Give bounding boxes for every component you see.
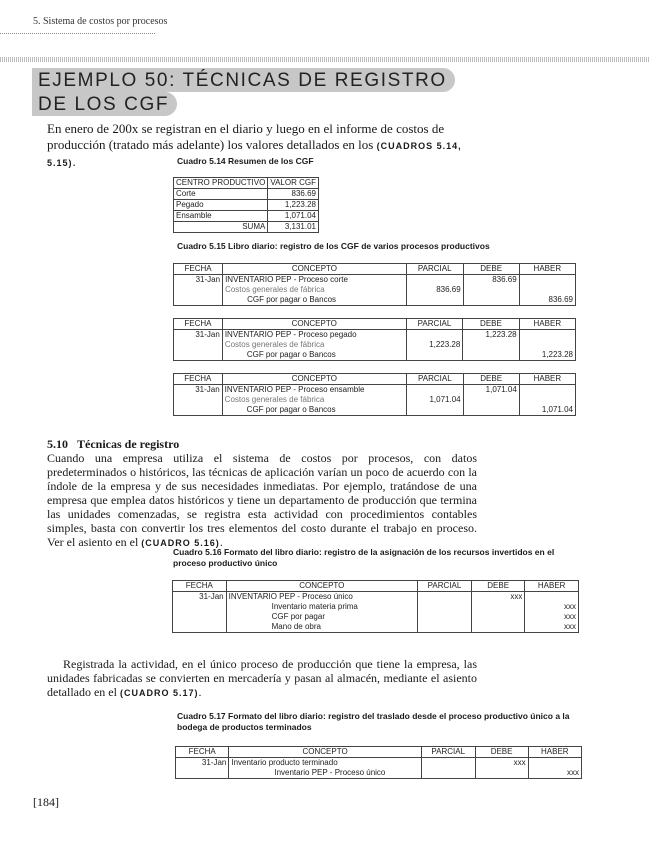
cell-sub-account: Costos generales de fábrica [223, 285, 407, 295]
table-row [174, 395, 576, 405]
cell-empty [463, 295, 519, 306]
table-5-14 [173, 177, 319, 233]
cell-haber: 836.69 [519, 295, 575, 306]
cell-haber [525, 592, 579, 603]
table-row [174, 200, 319, 211]
para2-text: Registrada la actividad, en el único proceso de producción que tiene la empresa, las unidades fabricadas se convierten en mercadería y pasan al almacén, mediante el asiento detallado en el [47, 657, 477, 699]
cell-empty [463, 405, 519, 416]
cell-debe [475, 768, 528, 779]
total-value: 3,131.01 [268, 222, 319, 233]
cell-empty [174, 405, 223, 416]
cell-debe [472, 612, 525, 622]
cell-empty [174, 395, 223, 405]
cell-empty [519, 385, 575, 396]
cell-concepto: Inventario PEP - Proceso único [229, 768, 421, 779]
cell-empty [463, 395, 519, 405]
table-row [176, 758, 582, 769]
cell-credit-account: CGF por pagar o Bancos [222, 405, 406, 416]
cell-empty [406, 295, 463, 306]
table-row [173, 612, 579, 622]
cell-concepto: Inventario producto terminado [229, 758, 421, 769]
journal-table-5-17 [175, 746, 582, 779]
cell-haber: xxx [525, 612, 579, 622]
cell-concepto: INVENTARIO PEP - Proceso único [226, 592, 417, 603]
section-heading [47, 437, 179, 452]
cell-credit-account: CGF por pagar o Bancos [222, 350, 406, 361]
cell-empty [519, 275, 575, 286]
table-row [174, 211, 319, 222]
cell-fecha: 31-Jan [174, 385, 223, 396]
table-row [174, 330, 576, 341]
cell-debe: 1,223.28 [463, 330, 519, 341]
th-fecha: FECHA [173, 581, 227, 592]
cell-parcial: 836.69 [406, 285, 463, 295]
total-row [174, 222, 319, 233]
th-fecha: FECHA [174, 264, 223, 275]
cell-empty [519, 285, 575, 295]
table-row [174, 405, 576, 416]
cell-empty [463, 285, 519, 295]
caption-5-14: Cuadro 5.14 Resumen de los CGF [177, 156, 314, 166]
cell-debe: 1,071.04 [463, 385, 519, 396]
example-title-line1: EJEMPLO 50: TÉCNICAS DE REGISTRO [32, 68, 455, 92]
cell-parcial [417, 622, 471, 633]
cell-fecha [173, 622, 227, 633]
th-debe: DEBE [463, 264, 519, 275]
table-row [173, 622, 579, 633]
cell-debit-account: INVENTARIO PEP - Proceso ensamble [222, 385, 406, 396]
para2-end: . [198, 685, 202, 699]
cell-centro: Corte [174, 189, 268, 200]
cell-empty [519, 330, 575, 341]
th-fecha: FECHA [176, 747, 229, 758]
page-number: [184] [33, 795, 59, 809]
caption-5-17: Cuadro 5.17 Formato del libro diario: registro del traslado desde el proceso productivo único a la bodega de productos terminados [177, 711, 570, 732]
th-debe: DEBE [463, 319, 519, 330]
cell-fecha [173, 612, 227, 622]
header-rule [0, 33, 155, 34]
cell-empty [407, 385, 463, 396]
th-debe: DEBE [472, 581, 525, 592]
cell-fecha: 31-Jan [174, 330, 223, 341]
table-row [173, 592, 579, 603]
cell-haber: xxx [525, 602, 579, 612]
cell-parcial: 1,071.04 [407, 395, 463, 405]
table-row [174, 275, 576, 286]
th-haber: HABER [525, 581, 579, 592]
cell-concepto: CGF por pagar [226, 612, 417, 622]
cell-fecha [176, 768, 229, 779]
cell-empty [174, 285, 223, 295]
cell-centro: Ensamble [174, 211, 268, 222]
th-haber: HABER [519, 264, 575, 275]
cell-concepto: Mano de obra [226, 622, 417, 633]
th-parcial: PARCIAL [421, 747, 475, 758]
cell-fecha [173, 602, 227, 612]
th-concepto: CONCEPTO [226, 581, 417, 592]
th-parcial: PARCIAL [406, 319, 463, 330]
running-head: 5. Sistema de costos por procesos [33, 16, 168, 27]
cell-fecha: 31-Jan [176, 758, 229, 769]
cell-debe [472, 622, 525, 633]
th-parcial: PARCIAL [407, 374, 463, 385]
table-row [176, 768, 582, 779]
intro-end: . [72, 154, 76, 169]
cell-haber: xxx [528, 768, 581, 779]
table-row [173, 602, 579, 612]
table-row [174, 350, 576, 361]
th-haber: HABER [528, 747, 581, 758]
cell-valor: 836.69 [268, 189, 319, 200]
cell-haber [528, 758, 581, 769]
journal-table-5-15-corte [173, 263, 576, 306]
cell-credit-account: CGF por pagar o Bancos [223, 295, 407, 306]
header-hatch-band [0, 57, 650, 62]
cell-haber: 1,071.04 [519, 405, 575, 416]
cell-haber: 1,223.28 [519, 350, 575, 361]
cell-empty [406, 350, 463, 361]
cell-parcial [417, 612, 471, 622]
transfer-paragraph [47, 657, 477, 700]
cell-centro: Pegado [174, 200, 268, 211]
th-centro: CENTRO PRODUCTIVO [174, 178, 268, 189]
journal-table-5-16 [172, 580, 579, 633]
total-label: SUMA [174, 222, 268, 233]
cell-debe: 836.69 [463, 275, 519, 286]
th-concepto: CONCEPTO [229, 747, 421, 758]
th-concepto: CONCEPTO [222, 374, 406, 385]
th-concepto: CONCEPTO [223, 264, 407, 275]
section-paragraph [47, 451, 477, 550]
journal-table-5-15-ensamble [173, 373, 576, 416]
th-debe: DEBE [463, 374, 519, 385]
cell-empty [463, 350, 519, 361]
caption-5-15: Cuadro 5.15 Libro diario: registro de los CGF de varios procesos productivos [177, 241, 490, 251]
intro-text: En enero de 200x se registran en el diario y luego en el informe de costos de producción (tratado más adelante) los valores detallados en los [47, 121, 445, 152]
cell-fecha: 31-Jan [174, 275, 223, 286]
table-row [174, 340, 576, 350]
section-title: Técnicas de registro [77, 437, 180, 451]
cell-valor: 1,223.28 [268, 200, 319, 211]
th-parcial: PARCIAL [417, 581, 471, 592]
th-fecha: FECHA [174, 319, 223, 330]
cell-haber: xxx [525, 622, 579, 633]
th-parcial: PARCIAL [406, 264, 463, 275]
cell-empty [406, 330, 463, 341]
cell-debit-account: INVENTARIO PEP - Proceso corte [223, 275, 407, 286]
cell-parcial [417, 602, 471, 612]
journal-table-5-15-pegado [173, 318, 576, 361]
cell-debe: xxx [475, 758, 528, 769]
example-title-line2: DE LOS CGF [32, 92, 177, 116]
cell-empty [406, 275, 463, 286]
table-row [174, 295, 576, 306]
section-number: 5.10 [47, 437, 68, 451]
intro-ref: (CUADROS 5.14, 5.15) [47, 141, 462, 168]
cell-parcial [421, 758, 475, 769]
cell-sub-account: Costos generales de fábrica [222, 395, 406, 405]
cell-empty [174, 350, 223, 361]
cell-empty [519, 340, 575, 350]
th-haber: HABER [519, 319, 575, 330]
section-ref: (CUADRO 5.16) [141, 538, 220, 548]
para2-ref: (CUADRO 5.17) [119, 688, 199, 698]
cell-debe [472, 602, 525, 612]
cell-debit-account: INVENTARIO PEP - Proceso pegado [222, 330, 406, 341]
table-row [174, 285, 576, 295]
cell-parcial: 1,223.28 [406, 340, 463, 350]
th-debe: DEBE [475, 747, 528, 758]
section-text: Cuando una empresa utiliza el sistema de costos por procesos, con datos predeterminados o históricos, las técnicas de aplicación varían un poco de acuerdo con la índole de la empresa y de sus necesidades inmediatas. Por ejemplo, tratándose de una empresa que emplea datos históricos y tiene un departamento de producción que termina las unidades comenzadas, se registra esta actividad con procedimientos contables simples, basta con convertir los tres elementos del costo durante el trabajo en proceso. Ver el asiento en el [47, 451, 477, 549]
cell-empty [463, 340, 519, 350]
caption-5-16: Cuadro 5.16 Formato del libro diario: registro de la asignación de los recursos invertidos en el proceso productivo único [173, 547, 555, 568]
cell-concepto: Inventario materia prima [226, 602, 417, 612]
cell-parcial [421, 768, 475, 779]
th-haber: HABER [519, 374, 575, 385]
cell-debe: xxx [472, 592, 525, 603]
cell-empty [174, 340, 223, 350]
cell-fecha: 31-Jan [173, 592, 227, 603]
table-row [174, 189, 319, 200]
cell-empty [407, 405, 463, 416]
cell-parcial [417, 592, 471, 603]
cell-sub-account: Costos generales de fábrica [222, 340, 406, 350]
table-row [174, 385, 576, 396]
th-concepto: CONCEPTO [222, 319, 406, 330]
cell-empty [174, 295, 223, 306]
section-end: . [219, 535, 223, 549]
cell-valor: 1,071.04 [268, 211, 319, 222]
th-valor: VALOR CGF [268, 178, 319, 189]
cell-empty [519, 395, 575, 405]
th-fecha: FECHA [174, 374, 223, 385]
